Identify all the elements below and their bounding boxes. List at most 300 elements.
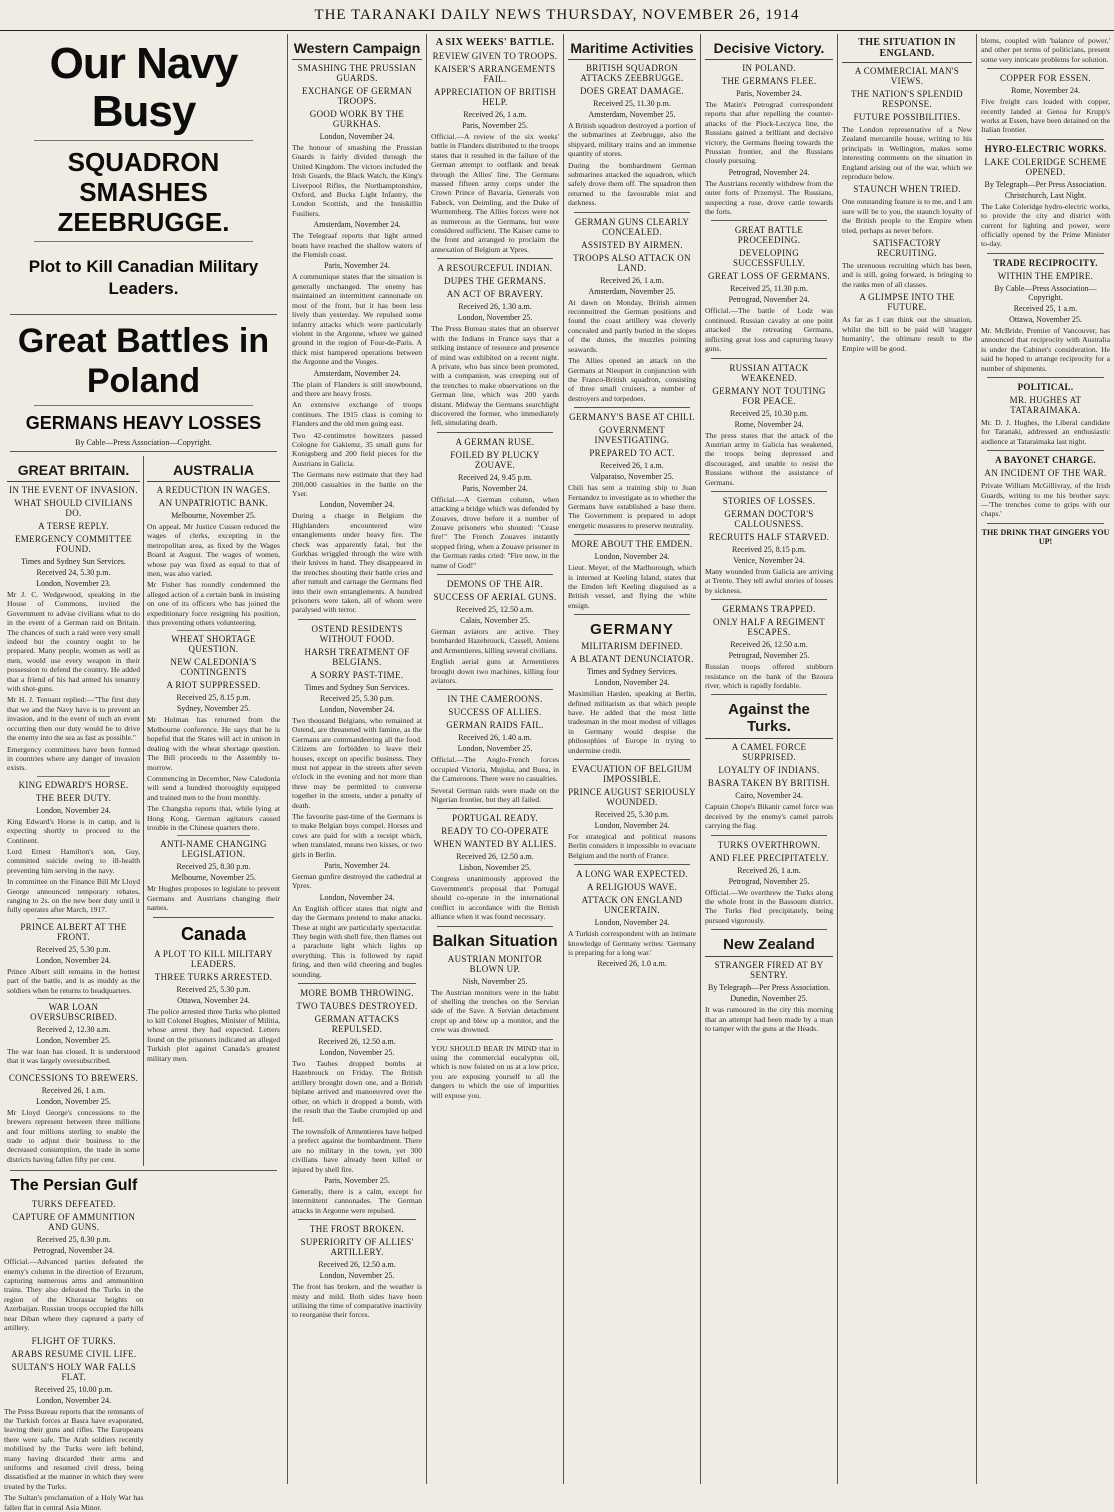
article-text: The London representative of a New Zealand mercantile house, writing to his principals in Wellington, makes some interesting comments on the situation in England arising out of the war, which we reproduce below. [842, 125, 972, 182]
subhead: AN UNPATRIOTIC BANK. [158, 498, 269, 508]
column-4 [563, 34, 700, 1484]
divider [153, 917, 274, 918]
subhead: MILITARISM DEFINED. [581, 641, 683, 652]
subhead: AN ACT OF BRAVERY. [446, 289, 544, 300]
dateline: Valparaiso, November 25. [590, 472, 674, 482]
section-head-western-campaign: Western Campaign [292, 40, 422, 60]
section-head-decisive-victory: Decisive Victory. [705, 40, 833, 60]
subhead: A GERMAN RUSE. [455, 436, 535, 447]
article-text: German gunfire destroyed the cathedral at Ypres. [292, 871, 422, 891]
divider [711, 491, 827, 492]
subhead: A COMMERCIAL MAN'S VIEWS. [854, 66, 960, 86]
subcolumn-gb [4, 456, 143, 1166]
subhead: A REDUCTION IN WAGES. [156, 485, 271, 495]
subhead: STAUNCH WHEN TRIED. [853, 184, 961, 195]
subhead: THE GERMANS FLEE. [721, 76, 817, 86]
subhead: A RIOT SUPPRESSED. [166, 680, 261, 691]
dateline: Received 25, 8.30 p.m. [36, 1235, 111, 1245]
dateline: Amsterdam, November 25. [588, 286, 676, 296]
dateline: Ottawa, November 24. [177, 995, 250, 1005]
article-text: German aviators are active. They bombarded Hazebrouck, Cassell, Amiens and Armentieres, killing several civilians. [431, 627, 559, 655]
article-text: The honour of smashing the Prussian Guards is fairly divided through the United Kingdom. The victors included the Irish Guards, the Black Watch, the King's Liverpool Rifles, the Northamptonshire, Oxford, and Bucks Light Infantry, the London Scottish, and the Inniskillin Fusiliers. [292, 143, 422, 218]
divider [37, 776, 110, 777]
divider [711, 929, 827, 930]
subhead: NEW CALEDONIA'S CONTINGENTS [170, 657, 257, 678]
article-text: The Press Bureau states that an observer with the Indians in France says that a striking instance of resource and presence of mind was exhibited on a recent night. A private, who has since been promoted, with a companion, was creeping out of the trenches to make observations on the German line, which was 200 yards distant. Midway the Germans searchlight discovered the former, who immediately fell, simulating death. [431, 324, 559, 428]
subhead: IN THE EVENT OF INVASION. [9, 485, 138, 495]
subhead: GERMAN RAIDS FAIL. [446, 720, 544, 731]
article-text: Mr Hughes proposes to legislate to prevent Germans and Austrians changing their names. [147, 884, 280, 913]
dateline: Paris, November 24. [462, 483, 528, 493]
subhead: DEVELOPING SUCCESSFULLY. [732, 248, 806, 269]
article-text: Mr Fisher has roundly condemned the alleged action of a certain bank in insisting on one of its officers who has joined the expeditionary force resigning his position, thus preventing others volunteering. [147, 580, 280, 628]
article-text: Mr J. C. Wedgewood, speaking in the House of Commons, invited the Government to advise civilians what to do in the event of a German raid on Britain. The chances of such a raid were very small indeed but the country ought to be prepared. Many people, women as well as men, would use every weapon in their possession to defend the country. He added that a friend of his had armed his tenantry with shot-guns. [7, 590, 140, 694]
dateline: Venice, November 24. [733, 555, 805, 565]
divider [574, 212, 690, 213]
divider [10, 314, 277, 315]
divider [37, 1069, 110, 1070]
dateline: Received 2, 12.30 a.m. [36, 1025, 111, 1034]
subhead: PORTUGAL READY. [452, 813, 538, 824]
column-1 [0, 34, 287, 1512]
subhead: ANTI-NAME CHANGING LEGISLATION. [160, 839, 267, 860]
subhead: READY TO CO-OPERATE [441, 826, 549, 837]
dateline: Christchurch, Last Night. [1004, 190, 1087, 200]
article-text: Mr. McBride, Premier of Vancouver, has announced that reciprocity with Australia is under the Cabinet's consideration. He said he hoped to arrange reciprocity for a number of shipments. [981, 325, 1110, 373]
subhead: THE BEER DUTY. [35, 792, 112, 803]
divider [298, 1219, 416, 1220]
article-text: At dawn on Monday, British airmen reconnoitred the German positions and found the coast artillery was cleverly concealed and partly buried in the slopes of the dunes, the muzzles pointing seawards. [568, 297, 696, 354]
article-text: The police arrested three Turks who plotted to kill Colonel Hughes, Minister of Militia, whose arrest they had expected. Letters found on the prisoners indicated an alleged Turkish plot against Canada's greatest military men. [147, 1006, 280, 1063]
column-3 [426, 34, 563, 1484]
section-head-situation-in-england: THE SITUATION IN ENGLAND. [842, 37, 972, 63]
article-text: Two Taubes dropped bombs at Hazebrouck on Friday. The British artillery brought down one, and a British biplane arrived and manoeuvred over the other, on which it dropped a bomb, with the result that the Taube crumpled up and fell. [292, 1059, 422, 1125]
dateline: Petrograd, November 24. [33, 1246, 115, 1256]
article-text: Prince Albert still remains in the hottest part of the battle, and is as muddy as the soldiers when he returns to headquarters. [7, 966, 140, 995]
subhead: A BLATANT DENUNCIATOR. [570, 654, 694, 665]
dateline: London, November 24. [319, 500, 395, 510]
subhead: WITHIN THE EMPIRE. [997, 270, 1094, 281]
divider [34, 140, 253, 141]
divider [574, 534, 690, 535]
dateline: Paris, November 24. [736, 89, 802, 98]
subhead: SULTAN'S HOLY WAR FALLS FLAT. [11, 1361, 137, 1382]
divider [10, 451, 277, 452]
subhead: ATTACK ON ENGLAND UNCERTAIN. [581, 895, 683, 916]
dateline: London, November 25. [457, 744, 533, 754]
subhead: FLIGHT OF TURKS. [31, 1335, 116, 1346]
subhead: PRINCE AUGUST SERIOUSLY WOUNDED. [568, 787, 696, 808]
subhead: GERMANS TRAPPED. [722, 604, 816, 615]
subhead: COPPER FOR ESSEN. [1000, 73, 1091, 84]
divider [574, 864, 690, 865]
article-text: Two 42-centimetre howitzers passed Cologne for Gakiemz, 35 small guns for Konigsberg and 200 field pieces for the Austrians in Galicia. [292, 430, 422, 468]
dateline: Received 25, 5.30 p.m. [320, 693, 394, 703]
dateline: Times and Sydney Sun Services. [304, 682, 410, 692]
divider [574, 614, 690, 615]
subhead: EXCHANGE OF GERMAN TROOPS. [302, 86, 412, 106]
subhead: SUCCESS OF ALLIES. [448, 707, 542, 718]
subhead: BASRA TAKEN BY BRITISH. [707, 778, 831, 789]
subhead: ASSISTED BY AIRMEN. [581, 239, 683, 250]
subhead: MORE ABOUT THE EMDEN. [571, 539, 693, 550]
divider [177, 630, 250, 631]
column-5 [700, 34, 837, 1484]
subhead: GOOD WORK BY THE GURKHAS. [309, 109, 405, 129]
subhead: EVACUATION OF BELGIUM IMPOSSIBLE. [571, 764, 693, 785]
headline-plot: Plot to Kill Canadian Military Leaders. [28, 257, 259, 298]
subhead: THREE TURKS ARRESTED. [154, 971, 273, 982]
dateline: Received 25, 11.30 p.m. [593, 99, 671, 108]
dateline: Petrograd, November 24. [728, 167, 810, 177]
article-text: During the bombardment German submarines attacked the squadron, which safely drove them off. The squadron then returned to the favourable mist and darkness. [568, 160, 696, 208]
subhead: DUPES THE GERMANS. [444, 276, 546, 287]
subhead: A RESOURCEFUL INDIAN. [437, 263, 553, 274]
subhead: ARABS RESUME CIVIL LIFE. [11, 1348, 137, 1359]
dateline: Received 26, 12.50 a.m. [456, 852, 534, 862]
article-text: Official.—We overthrew the Turks along the whole front in the Bassoum district. The Turks fled precipitately, being pursued vigorously. [705, 887, 833, 925]
column-6 [837, 34, 976, 1484]
subhead: STRANGER FIRED AT BY SENTRY. [714, 960, 824, 981]
article-text: Official.—A German column, when attacking a bridge which was defended by Zouaves, drove before it a number of Zouave prisoners who shouted: "Cease fire!" The French Zouaves instantly stopped firing, when a Zouave prisoner in the German ranks cried: "Fire now, in the name of God!" [431, 494, 559, 570]
section-head-new-zealand: New Zealand [705, 936, 833, 957]
dateline: Paris, November 24. [324, 860, 390, 870]
subhead: STORIES OF LOSSES. [722, 495, 816, 506]
advertisement-text: YOU SHOULD BEAR IN MIND that in using the commercial eucalyptus oil, which is now foisted on us at a low price, you are exposing yourself to all the dangers to which the use of impurities will expose you. [431, 1043, 559, 1100]
dateline: Received 25, 1 a.m. [1013, 303, 1078, 313]
subhead: A TERSE REPLY. [38, 521, 109, 531]
divider [177, 835, 250, 836]
article-text: Congress unanimously approved the Government's proposal that Portugal should co-operate in the international conflict in accordance with the British alliance when it was found necessary. [431, 874, 559, 922]
subhead: DEMONS OF THE AIR. [446, 579, 544, 589]
subhead: ONLY HALF A REGIMENT ESCAPES. [712, 617, 825, 638]
dateline: London, November 25. [36, 1096, 111, 1106]
persian-gulf-section [4, 1177, 144, 1512]
article-text: Commencing in December, New Caledonia will send a hundred thoroughly equipped and trained men to the front monthly. [147, 773, 280, 802]
divider [298, 983, 416, 984]
subhead: A CAMEL FORCE SURPRISED. [731, 742, 807, 763]
dateline: Received 26, 1 a.m. [41, 1085, 106, 1095]
subhead: AUSTRIAN MONITOR BLOWN UP. [447, 953, 543, 974]
subhead: WHEN WANTED BY ALLIES. [433, 839, 557, 850]
article-text: The Press Bureau reports that the remnants of the Turkish forces at Basra have evaporated, leaving their guns and rifles. The Europeans there were safe. The Arab soldiers recently mobilised by the Turks were left behind, many having discarded their arms and uniforms and resumed civil dress, being dissatisfied at the manner in which they were treated by the Turks. [4, 1406, 144, 1491]
dateline: Nish, November 25. [462, 976, 528, 986]
dateline: London, November 24. [594, 821, 670, 831]
subhead: TROOPS ALSO ATTACK ON LAND. [573, 252, 691, 273]
section-head-six-weeks-battle: A SIX WEEKS' BATTLE. [435, 37, 555, 48]
dateline: Paris, November 24. [324, 261, 390, 271]
article-text: English aerial guns at Armentieres brought down two machines, killing four aviators. [431, 657, 559, 686]
dateline: Paris, November 25. [324, 1175, 390, 1185]
section-head-australia: AUSTRALIA [147, 462, 280, 482]
article-text: Maximilian Harden, speaking at Berlin, defined militarism as that which people have. He added that the most little tradesman in the most modest of villages in Germany would despise the philosophies of Europe in trying to undermine credit. [568, 689, 696, 755]
subhead: WAR LOAN OVERSUBSCRIBED. [30, 1002, 117, 1022]
dateline: Melbourne, November 25. [171, 511, 256, 520]
subhead: GERMANY NOT TOUTING FOR PEACE. [712, 385, 826, 406]
article-text: Five freight cars loaded with copper, recently landed at Genoa for Krupp's works at Essen, have been detained on the Italian frontier. [981, 97, 1110, 135]
subhead: A GLIMPSE INTO THE FUTURE. [859, 292, 955, 313]
subhead: GREAT BATTLE PROCEEDING. [734, 225, 804, 246]
subhead: PREPARED TO ACT. [589, 448, 675, 459]
subhead: A BAYONET CHARGE. [995, 455, 1096, 466]
dateline: Amsterdam, November 24. [313, 368, 401, 378]
subhead: AN INCIDENT OF THE WAR. [984, 468, 1107, 479]
article-text: The Germans now estimate that they had 200,000 casualties in the battle on the Yser. [292, 470, 422, 498]
dateline: By Cable—Press Association—Copyright. [994, 283, 1097, 302]
divider [987, 523, 1104, 524]
article-text: The Telegraaf reports that light armed boats have reached the shallow waters of the Flemish coast. [292, 231, 422, 260]
dateline: London, November 24. [36, 805, 111, 815]
subhead: HARSH TREATMENT OF BELGIANS. [304, 646, 410, 667]
dateline: London, November 24. [319, 704, 395, 714]
divider [711, 835, 827, 836]
dateline: Received 25, 8.15 p.m. [732, 544, 806, 554]
dateline: London, November 24. [319, 132, 395, 141]
dateline: Received 24, 9.45 p.m. [458, 472, 532, 482]
dateline: Received 25, 10.00 p.m. [34, 1384, 113, 1394]
dateline: By Telegraph—Per Press Association. [984, 179, 1107, 189]
subhead: PRINCE ALBERT AT THE FRONT. [20, 921, 127, 942]
article-text: Chili has sent a training ship to Juan Fernandez to investigate as to whether the Germans have established a base there. The Government is prepared to adopt energetic measures to preserve neutrality. [568, 483, 696, 530]
article-text: The press states that the attack of the Austrian army in Galicia has weakened, the troops being depressed and discouraged, and unable to resist the Russians without the assistance of Germans. [705, 430, 833, 487]
article-text: Captain Chope's Bikanir camel force was deceived by the enemy's camel patrols carrying the flag. [705, 802, 833, 831]
subhead: FOILED BY PLUCKY ZOUAVE. [450, 449, 540, 470]
article-text: Mr. D. J. Hughes, the Liberal candidate for Taranaki, addressed an enthusiastic audience at Tataraimaka last night. [981, 417, 1110, 446]
subhead: CONCESSIONS TO BREWERS. [8, 1072, 139, 1083]
article-text: The townsfolk of Armentieres have helped a prefect against the bombardment. There are no military in the town, yet 300 civilians have already been killed or injured by shell fire. [292, 1126, 422, 1174]
subhead: OSTEND RESIDENTS WITHOUT FOOD. [311, 623, 403, 644]
article-text: The Sultan's proclamation of a Holy War has fallen flat in central Asia Minor. [4, 1493, 144, 1512]
subhead: WHEAT SHORTAGE QUESTION. [171, 634, 256, 655]
article-text: Official.—Advanced parties defeated the enemy's column in the direction of Erzurum, capturing numerous arms and ammunition trains. They also defeated the Turks in the region of the Khorassar heights on Azerbaijan. Russian troops occupied the hills near Diban where they captured a party of artillery. [4, 1257, 144, 1333]
article-text: blems, coupled with 'balance of power,' and other pet terms of politicians, present some very intricate problems for solution. [981, 36, 1110, 64]
article-text: Private William McGillivray, of the Irish Guards, writing to me his brother says:—'The trenches come to grips with our chaps.' [981, 481, 1110, 519]
subhead: RECRUITS HALF STARVED. [708, 531, 830, 542]
dateline: Received 25, 8.15 p.m. [176, 693, 251, 703]
subhead: CAPTURE OF AMMUNITION AND GUNS. [12, 1212, 136, 1233]
divider [987, 139, 1104, 140]
divider [437, 258, 553, 259]
article-text: The Matin's Petrograd correspondent reports that after repelling the counter-attacks of the Plock-Leczyca line, the Russians gained a brilliant and decisive victory, the Germans fleeing towards the Prussian frontier, and the Russians closely pursuing. [705, 100, 833, 166]
subhead: LOYALTY OF INDIANS. [718, 765, 820, 776]
article-text: Mr Lloyd George's concessions to the brewers represent between three millions and four millions sterling to enable the trade to adjust their business to the decreased consumption, the trade in some districts having fallen fifty per cent. [7, 1107, 140, 1164]
subhead: FUTURE POSSIBILITIES. [853, 112, 961, 122]
section-head-against-the-turks: Against the Turks. [705, 701, 833, 739]
divider [711, 358, 827, 359]
subhead: GREAT LOSS OF GERMANS. [708, 271, 830, 282]
dateline: By Telegraph—Per Press Association. [708, 983, 830, 993]
subhead: TWO TAUBES DESTROYED. [296, 1001, 418, 1012]
dateline: Dunedin, November 25. [730, 994, 808, 1004]
subhead: POLITICAL. [1017, 381, 1074, 392]
divider [437, 432, 553, 433]
dateline: Ottawa, November 25. [1009, 314, 1082, 324]
dateline: Received 25, 12.50 a.m. [456, 605, 534, 614]
subhead: TURKS DEFEATED. [31, 1199, 116, 1210]
subhead: GERMAN DOCTOR'S CALLOUSNESS. [724, 508, 814, 529]
dateline: Rome, November 24. [734, 419, 804, 429]
subhead: GERMANY'S BASE AT CHILI. [569, 412, 695, 423]
divider [711, 599, 827, 600]
dateline: Received 26, 1 a.m. [600, 275, 664, 285]
subhead: A LONG WAR EXPECTED. [576, 869, 688, 880]
subhead: AND FLEE PRECIPITATELY. [709, 852, 829, 863]
dateline: Received 25, 11.30 p.m. [730, 284, 808, 294]
article-text: The plain of Flanders is still snowbound, and there are heavy frosts. [292, 379, 422, 398]
section-head-maritime-activities: Maritime Activities [568, 40, 696, 60]
article-text: The Austrians recently withdrew from the outer forts of Przemysl. The Russians, suspecting a ruse, drove cattle towards the forts. [705, 178, 833, 217]
subhead: SATISFACTORY RECRUITING. [872, 238, 942, 259]
article-text: Two thousand Belgians, who remained at Ostend, are threatened with famine, as the Germans are commandeering all the food. Citizens are forbidden to leave their houses, except on specific business. They must not appear in the streets after seven o'clock in the evening and not more than three may be permitted to converse together in the streets, under a penalty of death. [292, 715, 422, 810]
dateline: Paris, November 25. [462, 121, 528, 130]
subhead: KAISER'S ARRANGEMENTS FAIL. [434, 64, 556, 84]
article-text: Official.—The Anglo-French forces occupied Victoria, Mujuka, and Buea, in the Cameroons. There were no casualties. [431, 755, 559, 784]
article-text: Several German raids were made on the Nigerian frontier, but they all failed. [431, 785, 559, 805]
dateline: Amsterdam, November 25. [588, 110, 676, 119]
subhead: GERMAN GUNS CLEARLY CONCEALED. [574, 216, 690, 237]
article-text: The war loan has closed. It is understood that it was largely oversubscribed. [7, 1047, 140, 1066]
article-text: It was rumoured in the city this morning that an attempt had been made by a man to tamper with the guns at the Heads. [705, 1005, 833, 1034]
dateline: Received 26, 12.50 a.m. [318, 1260, 396, 1270]
dateline: London, November 24. [594, 918, 670, 928]
column-7 [976, 34, 1114, 1484]
dateline: Received 24, 5.30 p.m. [36, 568, 111, 577]
divider [987, 377, 1104, 378]
divider [37, 918, 110, 919]
dateline: London, November 24. [594, 678, 670, 688]
divider [574, 759, 690, 760]
subhead: SUCCESS OF AERIAL GUNS. [433, 592, 557, 602]
article-text: Many wounded from Galicia are arriving at Trente. They tell awful stories of losses by sickness. [705, 566, 833, 595]
subhead: REVIEW GIVEN TO TROOPS. [432, 51, 558, 61]
dateline: London, November 24. [36, 1395, 112, 1405]
section-head-great-britain: GREAT BRITAIN. [7, 462, 140, 482]
headline-poland: Great Battles in Poland [17, 322, 270, 400]
dateline: London, November 24. [319, 892, 395, 902]
section-head-balkan-situation: Balkan Situation [432, 932, 558, 950]
subcolumn-australia [143, 456, 283, 1166]
article-text: King Edward's Horse is in camp, and is expecting shortly to proceed to the Continent. [7, 816, 140, 845]
subhead: SUPERIORITY OF ALLIES' ARTILLERY. [300, 1237, 414, 1258]
article-text: As far as I can think out the situation, whilst the bill to be paid will 'stagger humanity', the ultimate result to the Empire will be good. [842, 315, 972, 353]
dateline: London, November 25. [457, 313, 533, 323]
masthead: THE TARANAKI DAILY NEWS THURSDAY, NOVEMBER 26, 1914 [0, 0, 1114, 31]
dateline: London, November 24. [594, 552, 670, 562]
subhead: WHAT SHOULD CIVILIANS DO. [14, 498, 133, 518]
divider [34, 241, 253, 242]
dateline: Petrograd, November 25. [728, 876, 810, 886]
dateline: Petrograd, November 25. [728, 651, 810, 661]
divider [987, 450, 1104, 451]
dateline: Received 25, 10.30 p.m. [730, 408, 808, 418]
article-text: A communique states that the situation is generally unchanged. The enemy has maintained an intermittent cannonade on most of the front, but it has been less lively than yesterday. We repulsed some infantry attacks which were particularly violent in the Argonne, where we gained ground in the region of Four-de-Paris. A thick mist hampered operations between the Argonne and the Vosges. [292, 272, 422, 367]
subhead: EMERGENCY COMMITTEE FOUND. [14, 534, 133, 554]
dateline: Received 25, 8.30 p.m. [176, 862, 251, 872]
headline-heavy-losses: GERMANS HEAVY LOSSES [25, 413, 262, 433]
dateline: Received 26, 1 a.m. [600, 461, 664, 471]
dateline: Received 25, 5.30 p.m. [595, 810, 669, 820]
article-text: The Austrian monitors were in the habit of shelling the trenches on the Servian side of the Save. A Servian detachment crept up and blew up a monitor, and the crew was drowned. [431, 987, 559, 1035]
subhead: LAKE COLERIDGE SCHEME OPENED. [984, 156, 1107, 177]
subhead: IN THE CAMEROONS. [447, 694, 543, 705]
dateline: Received 26, 1.30 a.m. [458, 302, 532, 312]
subhead: RUSSIAN ATTACK WEAKENED. [729, 362, 809, 383]
divider [987, 68, 1104, 69]
article-text: An English officer states that night and day the Germans pretend to make attacks. These at night are particularly spectacular. They begin with shell fire, then flames out a parachute light which lights up everything. This is followed by rapid firing, and then wild cheering and bugles sounding. [292, 903, 422, 979]
dateline: Times and Sydney Services. [586, 667, 678, 677]
divider [437, 689, 553, 690]
article-text: The Allies opened an attack on the Germans at Nieuport in conjunction with the Franco-British squadron, consisting of three small cruisers, a number of destroyers and torpedoes. [568, 356, 696, 403]
subhead: GERMAN ATTACKS REPULSED. [314, 1014, 400, 1035]
article-text: On appeal, Mr Justice Cussen reduced the wages of clerks, excepting in the metropolitan area, as fixed by the Wages Board at August. The wages of women, whose pay was fixed as equal to that of men, was also varied. [147, 522, 280, 579]
dateline: Rome, November 24. [1011, 86, 1080, 96]
article-text: During a charge in Belgium the Highlanders encountered wire entanglements under heavy fire. The check was apparently fatal, but the Gurkhas wriggled through the wire with their knives in hand. They disappeared in the trenches shouting their battle cries and after tumult and carnage the Germans fled into their own entanglements. A hundred prisoners were taken, all of whom were paralysed with terror. [292, 511, 422, 615]
section-head-canada: Canada [180, 923, 247, 944]
subhead: MORE BOMB THROWING. [300, 988, 414, 999]
article-text: The favourite past-time of the Germans is to make Belgian boys compel. Horses and cows are paid for with a receipt which, when translated, means two kisses, or two girls in Berlin. [292, 811, 422, 859]
dateline: Sydney, November 25. [176, 704, 251, 714]
credit-line: By Cable—Press Association—Copyright. [75, 438, 212, 447]
subhead: DOES GREAT DAMAGE. [580, 86, 684, 96]
article-text: Lieut. Meyer, of the Marlborough, which is interned at Keeling Island, states that the Emden left Keeling disguised as a British vessel, and flying the white ensign. [568, 563, 696, 610]
subhead: A PLOT TO KILL MILITARY LEADERS. [154, 948, 273, 969]
subhead: A SORRY PAST-TIME. [310, 669, 404, 680]
article-text: Emergency committees have been formed in countries where any danger of invasion exists. [7, 744, 140, 773]
subhead: IN POLAND. [742, 63, 796, 73]
article-text: The strenuous recruiting which has been, and is still, going forward, is bringing to the ranks men of all classes. [842, 261, 972, 289]
divider [34, 405, 253, 406]
column-2 [287, 34, 426, 1484]
subhead: TRADE RECIPROCITY. [993, 257, 1098, 268]
article-text: An extensive exchange of troops continues. The 1915 class is coming to Flanders and the old men going east. [292, 400, 422, 429]
divider [711, 220, 827, 221]
section-head-germany: GERMANY [590, 621, 674, 639]
article-text: Generally, there is a calm, except for intermittent cannonades. The German attacks in Argonne were repulsed. [292, 1186, 422, 1215]
subhead: BRITISH SQUADRON ATTACKS ZEEBRUGGE. [580, 63, 684, 83]
dateline: London, November 25. [36, 1036, 111, 1045]
divider [987, 253, 1104, 254]
dateline: Petrograd, November 24. [728, 295, 810, 305]
divider [437, 574, 553, 575]
article-text: In committee on the Finance Bill Mr Lloyd George announced temporary rebates, ranging to 2s. on the new beer duty until it fully operates after March, 1917. [7, 877, 140, 915]
dateline: Received 26, 1.40 a.m. [458, 733, 532, 743]
subhead: HYRO-ELECTRIC WORKS. [984, 143, 1107, 154]
article-text: A British squadron destroyed a portion of the submarines at Zeebrugge, also the shipyard, military trains and an immense quantity of stores. [568, 121, 696, 159]
dateline: Cairo, November 24. [735, 791, 803, 801]
subhead: THE NATION'S SPLENDID RESPONSE. [851, 89, 963, 109]
subhead: SMASHING THE PRUSSIAN GUARDS. [297, 63, 417, 83]
divider [711, 694, 827, 695]
article-text: Mr Holman has returned from the Melbourne conference. He says that he is hopeful that the States will act in unison in dealing with the wheat shortage question. The Bill proceeds to the Assembly to-morrow. [147, 715, 280, 772]
dateline: Amsterdam, November 24. [313, 220, 401, 230]
article-text: Mr H. J. Tennant replied:—"The first duty that we and the Navy have is to prevent an invasion, and in the event of such an event occurring then our duty would be to drive the enemy into the sea as fast as possible." [7, 695, 140, 743]
dateline: Received 26, 1 a.m. [463, 110, 527, 119]
subhead: THE FROST BROKEN. [309, 1224, 405, 1235]
dateline: Received 25, 5.30 p.m. [36, 944, 111, 954]
dateline: Calais, November 25. [460, 616, 530, 625]
subhead: KING EDWARD'S HORSE. [18, 779, 129, 790]
section-head-persian-gulf: The Persian Gulf [10, 1177, 138, 1195]
subhead: APPRECIATION OF BRITISH HELP. [434, 87, 556, 107]
divider [437, 808, 553, 809]
article-text: Lord Ernest Hamilton's son, Guy, committed suicide owing to ill-health preventing him serving in the navy. [7, 846, 140, 875]
dateline: Melbourne, November 25. [171, 873, 256, 883]
subhead: TURKS OVERTHROWN. [717, 839, 821, 850]
article-text: One outstanding feature is to me, and I am sure will be to you, the staunch loyalty of the British people to the Empire when tried, perhaps as never before. [842, 197, 972, 235]
dateline: Received 26, 12.50 a.m. [730, 640, 808, 650]
divider [298, 619, 416, 620]
dateline: London, November 25. [319, 1048, 395, 1058]
